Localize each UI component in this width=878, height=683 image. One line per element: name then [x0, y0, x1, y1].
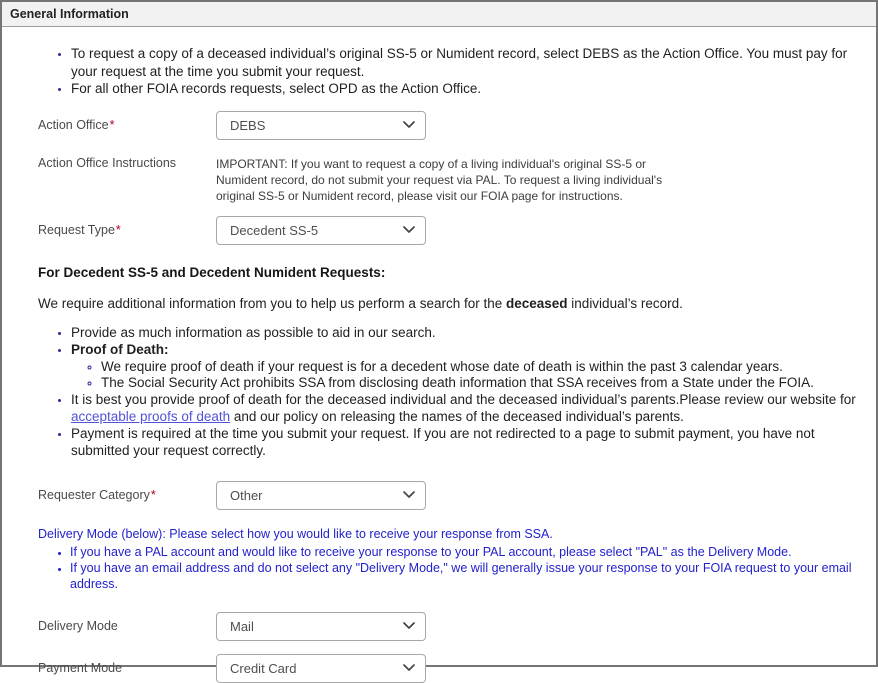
- list-item: ◦ We require proof of death if your request is for a decedent whose date of death is within the past 3 calendar years.: [101, 359, 866, 376]
- field-label-text: Action Office: [38, 117, 109, 132]
- intro-suffix: individual’s record.: [567, 295, 683, 311]
- payment-mode-select[interactable]: [216, 654, 426, 683]
- list-item: • If you have an email address and do not select any "Delivery Mode," we will generally issue your response to your FOIA request to your email address.: [70, 560, 866, 592]
- delivery-mode-note-heading: Delivery Mode (below): Please select how you would like to receive your response from SSA.: [38, 527, 553, 542]
- field-label-text: Request Type: [38, 222, 115, 237]
- list-item: • To request a copy of a deceased individual’s original SS-5 or Numident record, select DEBS as the Action Office. You must pay for your request at the time you submit your request.: [71, 45, 866, 80]
- delivery-mode-select-wrap: [216, 612, 426, 641]
- panel-body: [2, 27, 876, 683]
- delivery-mode-note-list: [38, 544, 866, 592]
- proof-of-death-label: Proof of Death:: [71, 341, 169, 357]
- bullet-text-prefix: It is best you provide proof of death for the deceased individual and the deceased individual’s parents.Please review our website for: [71, 392, 856, 408]
- action-office-select-wrap: [216, 111, 426, 140]
- delivery-mode-note: [38, 526, 866, 592]
- requester-category-select-wrap: [216, 481, 426, 510]
- required-asterisk: *: [109, 117, 115, 132]
- requester-category-row: [38, 481, 866, 510]
- list-item: • For all other FOIA records requests, select OPD as the Action Office.: [71, 80, 866, 98]
- intro-bold-word: deceased: [506, 295, 568, 311]
- required-asterisk: *: [150, 488, 156, 503]
- list-item: • If you have a PAL account and would like to receive your response to your PAL account, please select "PAL" as the Delivery Mode.: [70, 544, 866, 560]
- list-item: [71, 342, 866, 392]
- delivery-mode-label: Delivery Mode: [38, 619, 118, 634]
- acceptable-proofs-of-death-link[interactable]: acceptable proofs of death: [71, 408, 231, 424]
- action-office-instructions-row: [38, 154, 866, 204]
- action-office-label: [38, 111, 216, 132]
- decedent-section-intro: [38, 295, 866, 312]
- request-type-label: [38, 216, 216, 237]
- action-office-instructions-text: IMPORTANT: If you want to request a copy of a living individual's original SS-5 or Numident record, do not submit your request via PAL. To request a living individual's original SS-5 or Numident record, please visit our FOIA page for instructions.: [216, 156, 663, 203]
- list-item: [71, 392, 866, 426]
- list-item: • Provide as much information as possible to aid in our search.: [71, 325, 866, 342]
- list-item: ◦ The Social Security Act prohibits SSA from disclosing death information that SSA receives from a State under the FOIA.: [101, 375, 866, 392]
- decedent-section-heading: For Decedent SS-5 and Decedent Numident Requests:: [38, 264, 386, 280]
- proof-of-death-sublist: [71, 359, 866, 393]
- panel-header: [2, 2, 876, 27]
- required-asterisk: *: [115, 222, 121, 237]
- delivery-mode-select[interactable]: [216, 612, 426, 641]
- field-label-text: Requester Category: [38, 488, 150, 503]
- payment-mode-label: Payment Mode: [38, 661, 123, 676]
- request-type-row: [38, 216, 866, 245]
- intro-bullet-list: [38, 45, 866, 98]
- payment-mode-select-wrap: [216, 654, 426, 683]
- action-office-row: [38, 111, 866, 140]
- decedent-bullet-list: [38, 325, 866, 459]
- action-office-instructions-label: Action Office Instructions: [38, 155, 177, 170]
- requester-category-select[interactable]: [216, 481, 426, 510]
- request-type-select[interactable]: [216, 216, 426, 245]
- bullet-text-suffix: and our policy on releasing the names of the deceased individual’s parents.: [230, 408, 684, 424]
- action-office-select[interactable]: [216, 111, 426, 140]
- request-type-select-wrap: [216, 216, 426, 245]
- payment-mode-row: [38, 654, 866, 683]
- list-item: • Payment is required at the time you submit your request. If you are not redirected to a page to submit payment, you have not submitted your request correctly.: [71, 426, 866, 460]
- panel-title: General Information: [10, 7, 129, 21]
- intro-prefix: We require additional information from you to help us perform a search for the: [38, 295, 506, 311]
- delivery-mode-row: [38, 612, 866, 641]
- requester-category-label: [38, 481, 216, 502]
